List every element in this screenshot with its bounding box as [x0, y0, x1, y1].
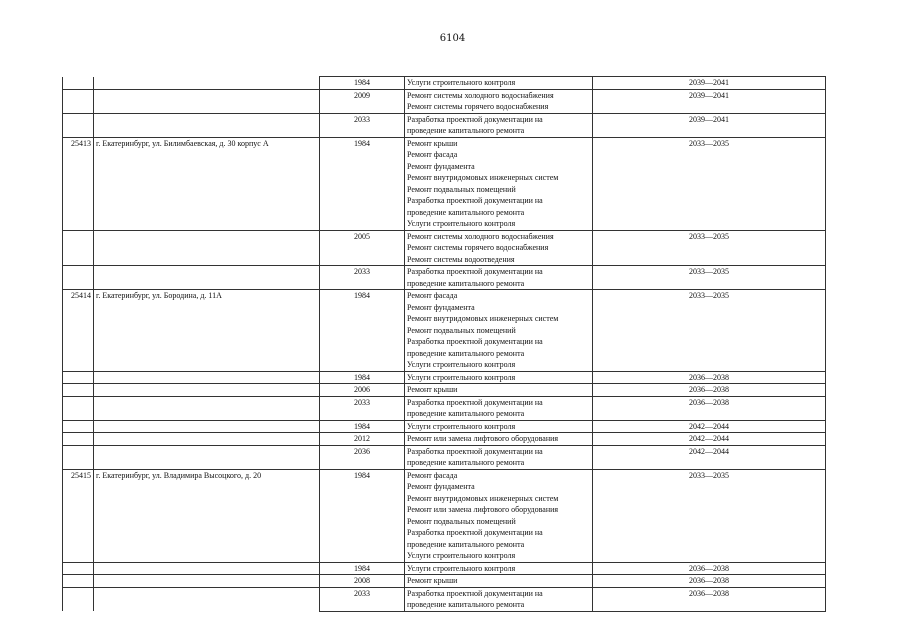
works-cell — [405, 396, 593, 420]
commission-year-cell: 2006 — [320, 384, 405, 397]
object-id-cell — [63, 562, 94, 575]
object-id-cell — [63, 587, 94, 611]
table-row — [63, 230, 826, 266]
work-item: Ремонт системы горячего водоснабжения — [407, 243, 549, 252]
address-cell — [94, 575, 320, 588]
planned-period-cell: 2036—2038 — [593, 587, 826, 611]
object-id-cell — [63, 420, 94, 433]
table-row — [63, 371, 826, 384]
address-cell — [94, 562, 320, 575]
works-cell — [405, 469, 593, 562]
commission-year-cell: 2008 — [320, 575, 405, 588]
work-item: Разработка проектной документации на — [407, 446, 543, 456]
work-item: проведение капитального ремонта — [407, 600, 525, 609]
planned-period-cell: 2039—2041 — [593, 113, 826, 137]
work-item: Ремонт крыши — [407, 138, 458, 148]
address-cell — [94, 77, 320, 90]
commission-year-cell: 1984 — [320, 371, 405, 384]
address-cell — [94, 433, 320, 446]
work-item: Разработка проектной документации на — [407, 337, 543, 346]
work-item: проведение капитального ремонта — [407, 409, 525, 418]
work-item: Разработка проектной документации на — [407, 196, 543, 205]
object-id-cell — [63, 384, 94, 397]
work-item: Услуги строительного контроля — [407, 551, 516, 560]
work-item: Ремонт фундамента — [407, 161, 475, 171]
planned-period-cell: 2033—2035 — [593, 230, 826, 266]
work-item: Ремонт системы холодного водоснабжения — [407, 90, 554, 100]
work-item: Ремонт внутридомовых инженерных систем — [407, 173, 559, 182]
planned-period-cell: 2036—2038 — [593, 575, 826, 588]
works-cell — [405, 89, 593, 113]
works-cell — [405, 384, 593, 397]
object-id-cell: 25413 — [63, 137, 94, 230]
planned-period-cell: 2039—2041 — [593, 77, 826, 90]
table-row — [63, 396, 826, 420]
work-item: Ремонт подвальных помещений — [407, 325, 516, 335]
object-id-cell — [63, 433, 94, 446]
table-body — [63, 77, 826, 612]
table-row — [63, 469, 826, 562]
address-cell — [94, 445, 320, 469]
address-cell — [94, 420, 320, 433]
works-cell — [405, 113, 593, 137]
works-cell — [405, 137, 593, 230]
commission-year-cell: 2005 — [320, 230, 405, 266]
planned-period-cell: 2042—2044 — [593, 420, 826, 433]
works-cell — [405, 266, 593, 290]
commission-year-cell: 1984 — [320, 290, 405, 372]
work-item: Ремонт системы горячего водоснабжения — [407, 102, 549, 111]
address-cell — [94, 113, 320, 137]
commission-year-cell: 1984 — [320, 77, 405, 90]
work-item: Ремонт внутридомовых инженерных систем — [407, 314, 559, 323]
commission-year-cell: 1984 — [320, 469, 405, 562]
planned-period-cell: 2036—2038 — [593, 396, 826, 420]
address-cell — [94, 587, 320, 611]
commission-year-cell: 1984 — [320, 420, 405, 433]
work-item: Ремонт внутридомовых инженерных систем — [407, 493, 559, 503]
commission-year-cell: 1984 — [320, 562, 405, 575]
commission-year-cell: 2033 — [320, 396, 405, 420]
object-id-cell — [63, 77, 94, 90]
work-item: Разработка проектной документации на — [407, 114, 543, 124]
works-cell — [405, 445, 593, 469]
work-item: Ремонт фундамента — [407, 302, 475, 312]
address-cell — [94, 396, 320, 420]
work-item: Услуги строительного контроля — [407, 372, 516, 382]
commission-year-cell: 2036 — [320, 445, 405, 469]
object-id-cell — [63, 575, 94, 588]
commission-year-cell: 2033 — [320, 113, 405, 137]
planned-period-cell: 2036—2038 — [593, 384, 826, 397]
table-row — [63, 420, 826, 433]
work-item: Разработка проектной документации на — [407, 588, 543, 598]
commission-year-cell: 2033 — [320, 266, 405, 290]
address-cell: г. Екатеринбург, ул. Владимира Высоцкого, д. 20 — [94, 469, 320, 562]
planned-period-cell: 2033—2035 — [593, 290, 826, 372]
planned-period-cell: 2042—2044 — [593, 433, 826, 446]
object-id-cell — [63, 396, 94, 420]
table-row — [63, 113, 826, 137]
works-cell — [405, 371, 593, 384]
commission-year-cell: 2009 — [320, 89, 405, 113]
work-item: проведение капитального ремонта — [407, 126, 525, 135]
work-item: проведение капитального ремонта — [407, 539, 525, 549]
work-item: Ремонт подвальных помещений — [407, 184, 516, 194]
work-item: проведение капитального ремонта — [407, 207, 525, 217]
work-item: Ремонт системы холодного водоснабжения — [407, 231, 554, 241]
work-item: Разработка проектной документации на — [407, 397, 543, 407]
work-item: Ремонт системы водоотведения — [407, 254, 515, 264]
address-cell — [94, 266, 320, 290]
address-cell — [94, 89, 320, 113]
work-item: проведение капитального ремонта — [407, 458, 525, 467]
works-cell — [405, 230, 593, 266]
object-id-cell — [63, 371, 94, 384]
works-cell — [405, 77, 593, 90]
object-id-cell — [63, 89, 94, 113]
object-id-cell: 25414 — [63, 290, 94, 372]
work-item: Услуги строительного контроля — [407, 421, 516, 431]
address-cell: г. Екатеринбург, ул. Билимбаевская, д. 30 корпус А — [94, 137, 320, 230]
address-cell: г. Екатеринбург, ул. Бородина, д. 11А — [94, 290, 320, 372]
table-row — [63, 433, 826, 446]
planned-period-cell: 2042—2044 — [593, 445, 826, 469]
work-item: Услуги строительного контроля — [407, 360, 516, 369]
table-row — [63, 384, 826, 397]
work-item: Разработка проектной документации на — [407, 528, 543, 537]
object-id-cell — [63, 113, 94, 137]
planned-period-cell: 2033—2035 — [593, 266, 826, 290]
work-item: Ремонт или замена лифтового оборудования — [407, 505, 559, 514]
planned-period-cell: 2036—2038 — [593, 562, 826, 575]
works-cell — [405, 420, 593, 433]
work-item: Ремонт фасада — [407, 150, 458, 159]
table-row — [63, 137, 826, 230]
table-row — [63, 290, 826, 372]
commission-year-cell: 2012 — [320, 433, 405, 446]
table-row — [63, 266, 826, 290]
works-cell — [405, 290, 593, 372]
table-row — [63, 89, 826, 113]
object-id-cell — [63, 445, 94, 469]
work-item: Услуги строительного контроля — [407, 78, 516, 87]
works-cell — [405, 587, 593, 611]
table-row — [63, 587, 826, 611]
work-item: Разработка проектной документации на — [407, 267, 543, 276]
page-number: 6104 — [439, 33, 466, 44]
planned-period-cell: 2036—2038 — [593, 371, 826, 384]
work-item: Ремонт подвальных помещений — [407, 516, 516, 526]
work-item: Ремонт фасада — [407, 291, 458, 300]
works-cell — [405, 433, 593, 446]
work-item: Ремонт крыши — [407, 576, 458, 585]
work-item: проведение капитального ремонта — [407, 348, 525, 358]
table-row — [63, 562, 826, 575]
work-item: Ремонт фасада — [407, 470, 458, 480]
work-item: проведение капитального ремонта — [407, 278, 525, 288]
work-item: Ремонт фундамента — [407, 482, 475, 491]
address-cell — [94, 384, 320, 397]
object-id-cell — [63, 230, 94, 266]
planned-period-cell: 2033—2035 — [593, 469, 826, 562]
works-cell — [405, 575, 593, 588]
repair-schedule-table — [62, 76, 826, 612]
address-cell — [94, 371, 320, 384]
commission-year-cell: 1984 — [320, 137, 405, 230]
commission-year-cell: 2033 — [320, 587, 405, 611]
works-cell — [405, 562, 593, 575]
object-id-cell — [63, 266, 94, 290]
work-item: Ремонт или замена лифтового оборудования — [407, 434, 559, 443]
address-cell — [94, 230, 320, 266]
work-item: Ремонт крыши — [407, 385, 458, 394]
work-item: Услуги строительного контроля — [407, 219, 516, 228]
table-row — [63, 77, 826, 90]
planned-period-cell: 2039—2041 — [593, 89, 826, 113]
work-item: Услуги строительного контроля — [407, 563, 516, 573]
table-row — [63, 575, 826, 588]
table-row — [63, 445, 826, 469]
object-id-cell: 25415 — [63, 469, 94, 562]
planned-period-cell: 2033—2035 — [593, 137, 826, 230]
